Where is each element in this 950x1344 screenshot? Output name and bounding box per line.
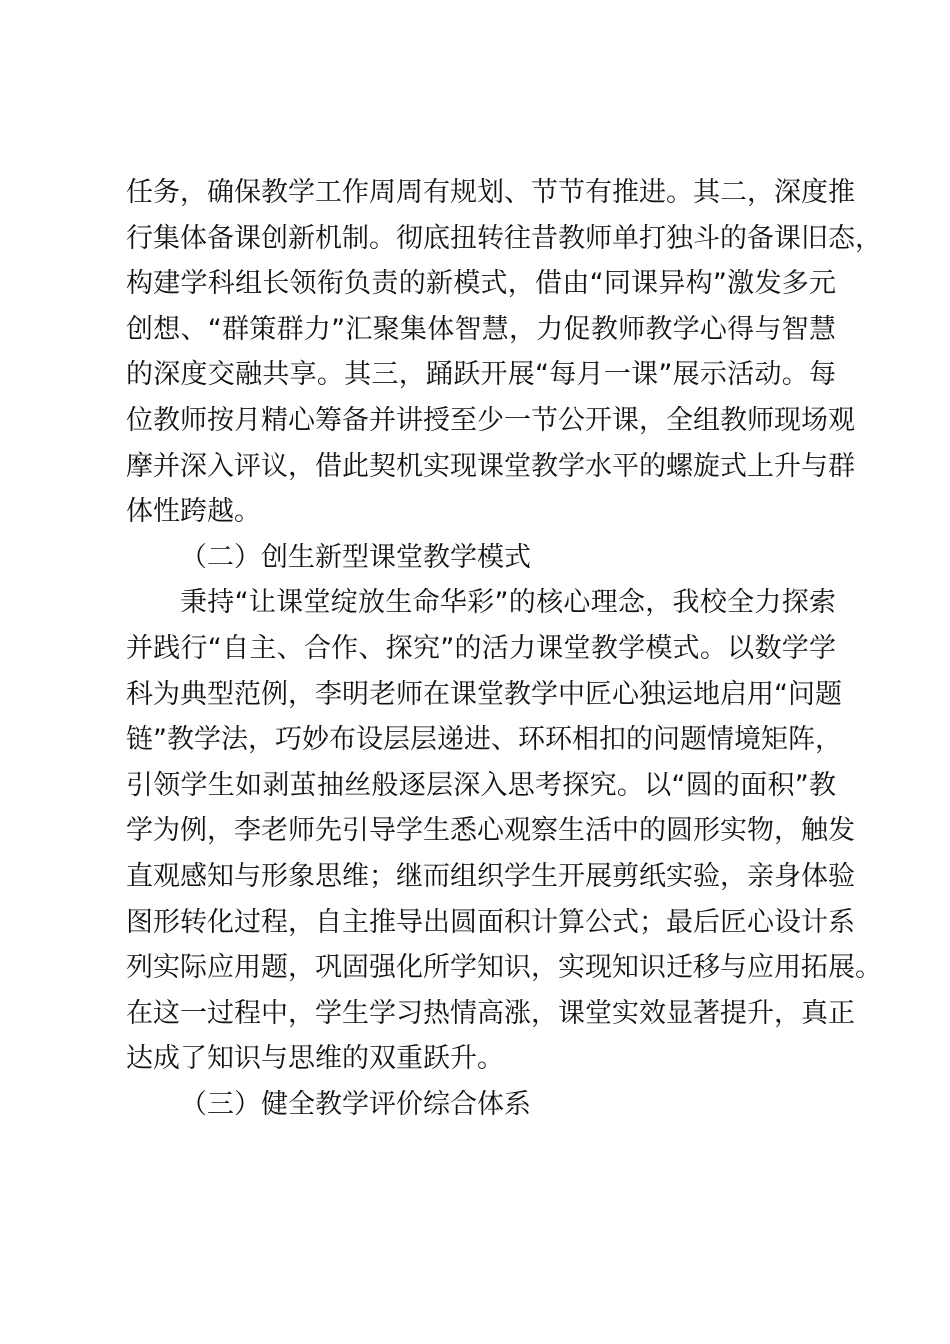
text-line: 体性跨越。 [126,496,261,528]
paragraph-continuation [126,170,882,535]
text-line: 秉持“让课堂绽放生命华彩”的核心理念，我校全力探索 [180,587,836,619]
text-line: 在这一过程中，学生学习热情高涨，课堂实效显著提升，真正 [126,997,855,1029]
text-line: 的深度交融共享。其三，踊跃开展“每月一课”展示活动。每 [126,359,836,391]
text-line: 科为典型范例，李明老师在课堂教学中匠心独运地启用“问题 [126,678,842,710]
text-line: 直观感知与形象思维；继而组织学生开展剪纸实验，亲身体验 [126,860,855,892]
text-line: 创想、“群策群力”汇聚集体智慧，力促教师教学心得与智慧 [126,313,836,345]
section-heading: （三）健全教学评价综合体系 [180,1088,531,1120]
text-line: 学为例，李老师先引导学生悉心观察生活中的圆形实物，触发 [126,815,855,847]
text-line: 引领学生如剥茧抽丝般逐层深入思考探究。以“圆的面积”教 [126,769,836,801]
text-line: 达成了知识与思维的双重跃升。 [126,1043,504,1075]
text-line: 并践行“自主、合作、探究”的活力课堂教学模式。以数学学 [126,632,836,664]
text-line: 摩并深入评议，借此契机实现课堂教学水平的螺旋式上升与群 [126,450,855,482]
text-line: 任务，确保教学工作周周有规划、节节有推进。其二，深度推 [126,177,855,208]
text-line: 位教师按月精心筹备并讲授至少一节公开课，全组教师现场观 [126,404,855,436]
text-line: 列实际应用题，巩固强化所学知识，实现知识迁移与应用拓展。 [126,952,882,984]
document-body [126,170,882,1127]
text-line: 链”教学法，巧妙布设层层递进、环环相扣的问题情境矩阵， [126,724,842,756]
text-line: 构建学科组长领衔负责的新模式，借由“同课异构”激发多元 [126,268,836,300]
section-heading: （二）创生新型课堂教学模式 [180,541,531,573]
text-line: 行集体备课创新机制。彻底扭转往昔教师单打独斗的备课旧态， [126,222,882,254]
paragraph [126,580,882,1082]
text-line: 图形转化过程，自主推导出圆面积计算公式；最后匠心设计系 [126,906,855,938]
